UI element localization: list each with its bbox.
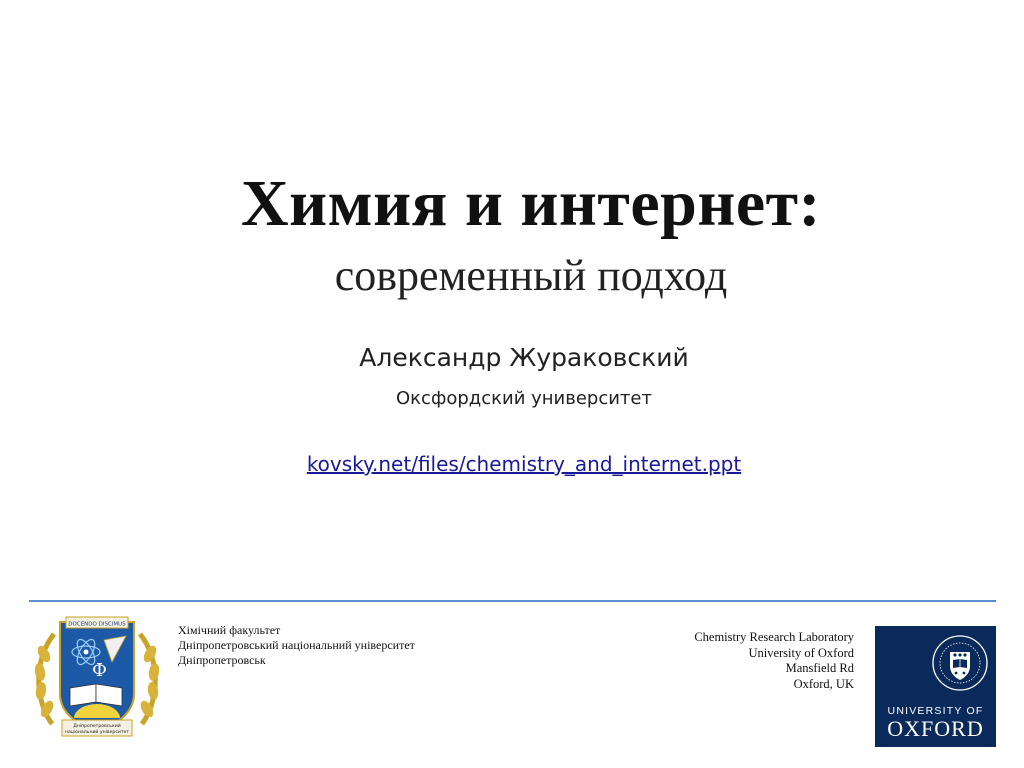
- oxford-logo-line1: UNIVERSITY OF: [887, 705, 984, 717]
- svg-text:національний університет: національний університет: [64, 730, 130, 735]
- oxford-crest-icon: [875, 626, 996, 701]
- presentation-link[interactable]: kovsky.net/files/chemistry_and_internet.ppt: [306, 452, 742, 476]
- oxford-address: [694, 630, 854, 692]
- university-line: Дніпропетровський національний університет: [178, 638, 415, 652]
- dnu-emblem-logo: [32, 614, 162, 740]
- oxford-logo: [875, 626, 996, 747]
- author-name: Александр Жураковский: [359, 343, 689, 372]
- oxford-university-line: University of Oxford: [748, 645, 854, 660]
- svg-text:Ф: Ф: [92, 660, 107, 681]
- presentation-link-wrap: [0, 452, 1024, 476]
- svg-text:DOCENDO DISCIMUS: DOCENDO DISCIMUS: [68, 621, 126, 628]
- footer-divider: [29, 600, 996, 602]
- faculty-line: Хімічний факультет: [178, 623, 281, 637]
- svg-text:Дніпропетровський: Дніпропетровський: [73, 724, 121, 729]
- slide-title: Химия и интернет:: [240, 167, 822, 240]
- street-line: Mansfield Rd: [785, 661, 854, 675]
- lab-line: Chemistry Research Laboratory: [694, 630, 854, 644]
- dnu-emblem-icon: [32, 614, 162, 740]
- faculty-address: [178, 623, 415, 668]
- author-affiliation: Оксфордский университет: [396, 388, 652, 409]
- oxford-city-line: Oxford, UK: [793, 676, 854, 691]
- city-line: Дніпропетровськ: [178, 653, 266, 667]
- slide-subtitle: современный подход: [334, 251, 728, 300]
- oxford-logo-line2: OXFORD: [887, 716, 984, 741]
